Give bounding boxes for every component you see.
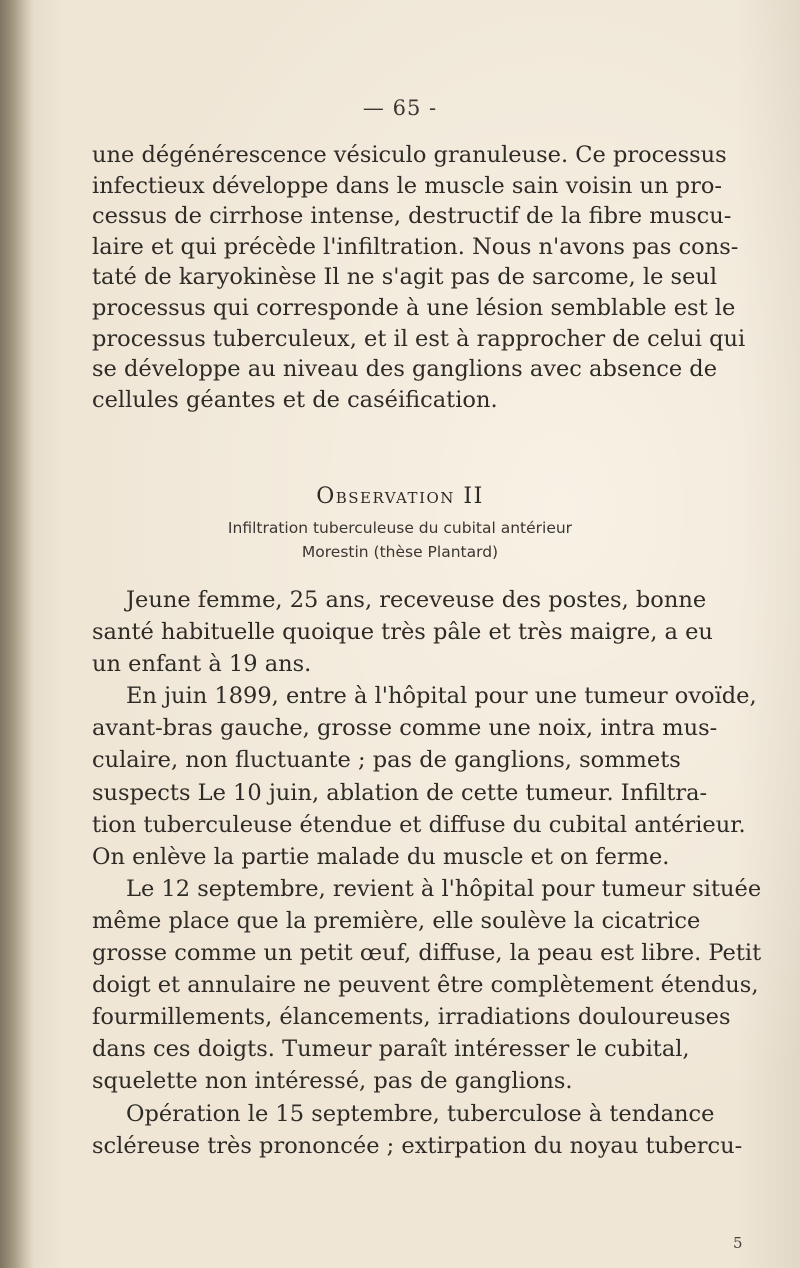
text-line: Jeune femme, 25 ans, receveuse des postes, bonne bbox=[126, 587, 707, 613]
text-line: se développe au niveau des ganglions avec absence de bbox=[92, 356, 718, 383]
text-line: doigt et annulaire ne peuvent être complètement étendus, bbox=[92, 972, 759, 999]
text-line: En juin 1899, entre à l'hôpital pour une tumeur ovoïde, bbox=[126, 683, 757, 710]
text-line: cellules géantes et de caséification. bbox=[92, 386, 498, 413]
text-line: tion tuberculeuse étendue et diffuse du cubital antérieur. bbox=[92, 811, 746, 838]
intro-paragraph bbox=[92, 142, 770, 417]
observation-subtitle: Infiltration tuberculeuse du cubital antérieur bbox=[227, 519, 573, 537]
text-line: infectieux développe dans le muscle sain voisin un pro- bbox=[92, 172, 722, 199]
text-line: un enfant à 19 ans. bbox=[92, 651, 312, 678]
text-line: cessus de cirrhose intense, destructif de la fibre muscu- bbox=[92, 203, 732, 230]
text-line: Le 12 septembre, revient à l'hôpital pour tumeur située bbox=[126, 875, 762, 902]
binding-gutter bbox=[0, 0, 34, 1268]
text-line: processus qui corresponde à une lésion semblable est le bbox=[92, 294, 736, 321]
text-line: squelette non intéressé, pas de ganglions. bbox=[92, 1068, 573, 1095]
text-line: avant-bras gauche, grosse comme une noix, intra mus- bbox=[92, 715, 718, 742]
text-line: même place que la première, elle soulève la cicatrice bbox=[92, 907, 701, 934]
text-line: Opération le 15 septembre, tuberculose à tendance bbox=[126, 1100, 715, 1127]
text-line: fourmillements, élancements, irradiations douloureuses bbox=[92, 1004, 731, 1031]
text-line: laire et qui précède l'infiltration. Nous n'avons pas cons- bbox=[92, 233, 739, 260]
observation-title: Observation II bbox=[316, 484, 484, 509]
signature-mark: 5 bbox=[733, 1234, 743, 1252]
text-line: santé habituelle quoique très pâle et très maigre, a eu bbox=[92, 619, 713, 646]
observation-source: Morestin (thèse Plantard) bbox=[301, 543, 499, 561]
text-line: scléreuse très prononcée ; extirpation du noyau tubercu- bbox=[92, 1132, 743, 1159]
text-line: culaire, non fluctuante ; pas de ganglions, sommets bbox=[92, 747, 681, 774]
text-line: grosse comme un petit œuf, diffuse, la peau est libre. Petit bbox=[92, 940, 762, 967]
text-line: processus tuberculeux, et il est à rapprocher de celui qui bbox=[92, 325, 746, 352]
text-line: On enlève la partie malade du muscle et on ferme. bbox=[92, 843, 670, 870]
text-line: une dégénérescence vésiculo granuleuse. Ce processus bbox=[92, 142, 727, 168]
page-number: — 65 - bbox=[362, 96, 438, 120]
case-report-body bbox=[92, 587, 770, 1165]
text-line: dans ces doigts. Tumeur paraît intéresser le cubital, bbox=[92, 1036, 690, 1063]
text-line: taté de karyokinèse Il ne s'agit pas de sarcome, le seul bbox=[92, 264, 718, 291]
text-line: suspects Le 10 juin, ablation de cette tumeur. Infiltra- bbox=[92, 779, 708, 806]
